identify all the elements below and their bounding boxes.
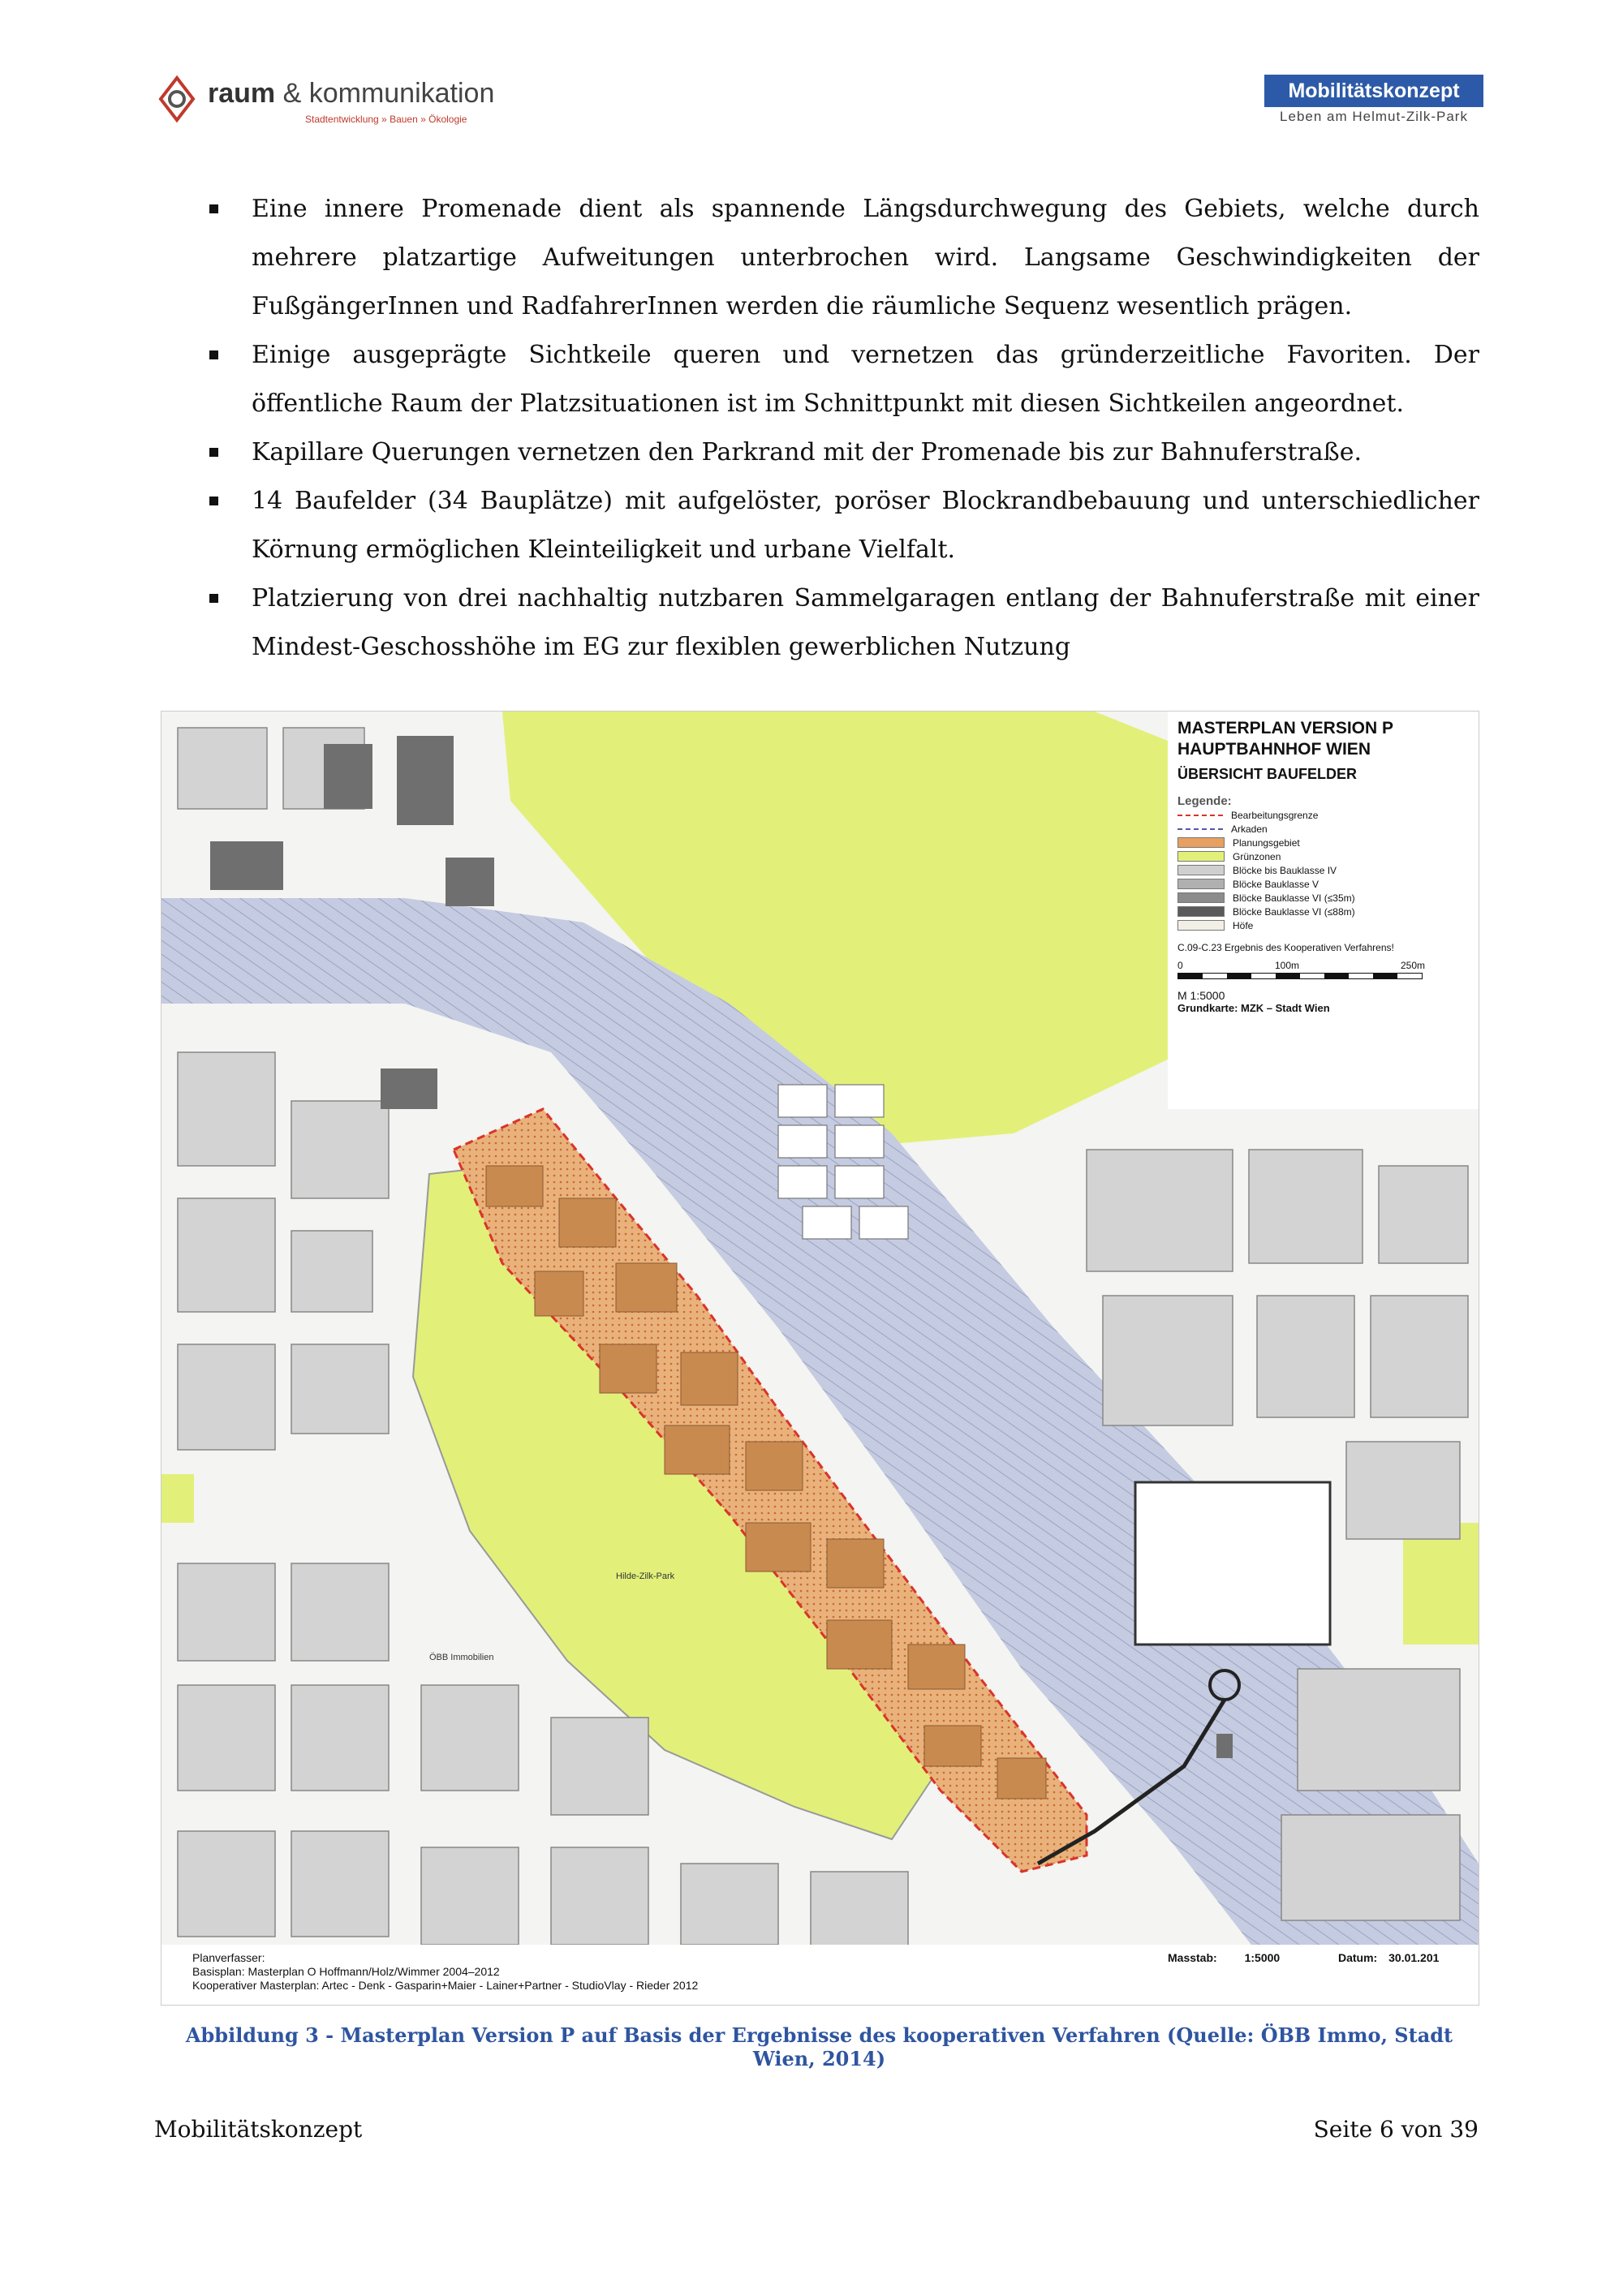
- base-map-credit: Grundkarte: MZK – Stadt Wien: [1177, 1002, 1330, 1014]
- legend-label: Blöcke Bauklasse VI (≤35m): [1233, 892, 1355, 904]
- open-square-east: [1135, 1482, 1330, 1645]
- bullet-item: Einige ausgeprägte Sichtkeile queren und vernetzen das gründerzeitliche Favoriten. Der öffentliche Raum der Platzsituationen ist im Schnittpunkt mit diesen Sichtkeilen angeordnet.: [209, 331, 1479, 428]
- scale-label: 0: [1177, 960, 1183, 971]
- logo-name-bold: raum: [208, 78, 276, 109]
- legend-swatch: [1177, 920, 1225, 931]
- legend-title: Legende:: [1177, 794, 1232, 808]
- datum-value: 30.01.201: [1388, 1951, 1440, 1964]
- scale-label: 250m: [1401, 960, 1426, 971]
- bullet-item: Eine innere Promenade dient als spannende Längsdurchwegung des Gebiets, welche durch mehrere platzartige Aufweitungen unterbrochen wird. Langsame Geschwindigkeiten der FußgängerInnen und RadfahrerInnen werden die räumliche Sequenz wesentlich prägen.: [209, 185, 1479, 331]
- legend-label: Blöcke Bauklasse V: [1233, 878, 1319, 890]
- company-logo: [153, 71, 493, 128]
- bullet-item: 14 Baufelder (34 Bauplätze) mit aufgelöster, poröser Blockrandbebauung und unterschiedlicher Körnung ermöglichen Kleinteiligkeit und urbane Vielfalt.: [209, 477, 1479, 574]
- bullet-item: Kapillare Querungen vernetzen den Parkrand mit der Promenade bis zur Bahnuferstraße.: [209, 428, 1479, 477]
- legend-label: Blöcke Bauklasse VI (≤88m): [1233, 905, 1355, 918]
- legend-swatch: [1177, 837, 1225, 848]
- logo-name-rest: & kommunikation: [282, 78, 495, 109]
- legend-row: [1177, 891, 1470, 905]
- legend-swatch: [1177, 851, 1225, 862]
- legend-swatch: [1177, 879, 1225, 889]
- map-title-line-1: MASTERPLAN VERSION P: [1177, 719, 1394, 737]
- project-badge-subtitle: Leben am Helmut-Zilk-Park: [1280, 109, 1468, 124]
- legend-row: [1177, 836, 1470, 849]
- logo-wordmark: [208, 78, 494, 110]
- map-footer: [161, 1945, 1479, 2005]
- basisplan-credit: Basisplan: Masterplan O Hoffmann/Holz/Wimmer 2004–2012: [192, 1965, 500, 1978]
- legend-row: [1177, 849, 1470, 863]
- legend-note: C.09-C.23 Ergebnis des Kooperativen Verfahrens!: [1177, 942, 1394, 953]
- legend-row: [1177, 918, 1470, 932]
- map-title-line-2: HAUPTBAHNHOF WIEN: [1177, 740, 1371, 759]
- kooperativ-credit: Kooperativer Masterplan: Artec - Denk - Gasparin+Maier - Lainer+Partner - StudioVlay - Rieder 2012: [192, 1979, 699, 1992]
- legend-panel: [1177, 718, 1470, 1014]
- legend-swatch: [1177, 906, 1225, 917]
- street-label: ÖBB Immobilien: [429, 1653, 494, 1662]
- masstab-label: Masstab:: [1168, 1951, 1217, 1964]
- legend-swatch: [1177, 892, 1225, 903]
- logo-mark-icon: [153, 75, 201, 123]
- bullet-list: [209, 185, 1479, 672]
- legend-row: [1177, 877, 1470, 891]
- park-label: Hilde-Zilk-Park: [616, 1572, 675, 1581]
- scale-label: 100m: [1275, 960, 1300, 971]
- datum-label: Datum:: [1338, 1951, 1378, 1964]
- logo-tagline: Stadtentwicklung » Bauen » Ökologie: [305, 114, 467, 125]
- legend-row: [1177, 822, 1470, 836]
- legend-items: [1177, 808, 1470, 932]
- legend-label: Höfe: [1233, 919, 1254, 931]
- legend-label: Arkaden: [1231, 823, 1268, 835]
- legend-row: [1177, 863, 1470, 877]
- datum-field: [1338, 1951, 1439, 1965]
- legend-row: [1177, 905, 1470, 918]
- footer-page-number: Seite 6 von 39: [1313, 2116, 1479, 2143]
- scale-text: M 1:5000: [1177, 989, 1225, 1002]
- map-subtitle: ÜBERSICHT BAUFELDER: [1177, 766, 1358, 782]
- legend-label: Grünzonen: [1233, 850, 1281, 862]
- project-badge: [1264, 75, 1483, 131]
- legend-swatch: [1177, 815, 1223, 816]
- legend-label: Blöcke bis Bauklasse IV: [1233, 864, 1337, 876]
- figure-caption: Abbildung 3 - Masterplan Version P auf Basis der Ergebnisse des kooperativen Verfahren (Quelle: ÖBB Immo, Stadt Wien, 2014): [185, 2023, 1453, 2070]
- masstab-value: 1:5000: [1244, 1951, 1281, 1964]
- masterplan-map: [161, 711, 1479, 2006]
- bullet-item: Platzierung von drei nachhaltig nutzbaren Sammelgaragen entlang der Bahnuferstraße mit einer Mindest-Geschosshöhe im EG zur flexiblen gewerblichen Nutzung: [209, 574, 1479, 672]
- legend-label: Bearbeitungsgrenze: [1231, 809, 1319, 821]
- footer-document-title: Mobilitätskonzept: [154, 2116, 363, 2143]
- scale-bar: [1177, 960, 1470, 989]
- legend-row: [1177, 808, 1470, 822]
- legend-swatch: [1177, 828, 1223, 830]
- masstab-field: [1168, 1951, 1280, 1965]
- project-badge-title: Mobilitätskonzept: [1264, 75, 1483, 107]
- legend-label: Planungsgebiet: [1233, 836, 1300, 849]
- legend-swatch: [1177, 865, 1225, 875]
- planverfasser-label: Planverfasser:: [192, 1951, 265, 1964]
